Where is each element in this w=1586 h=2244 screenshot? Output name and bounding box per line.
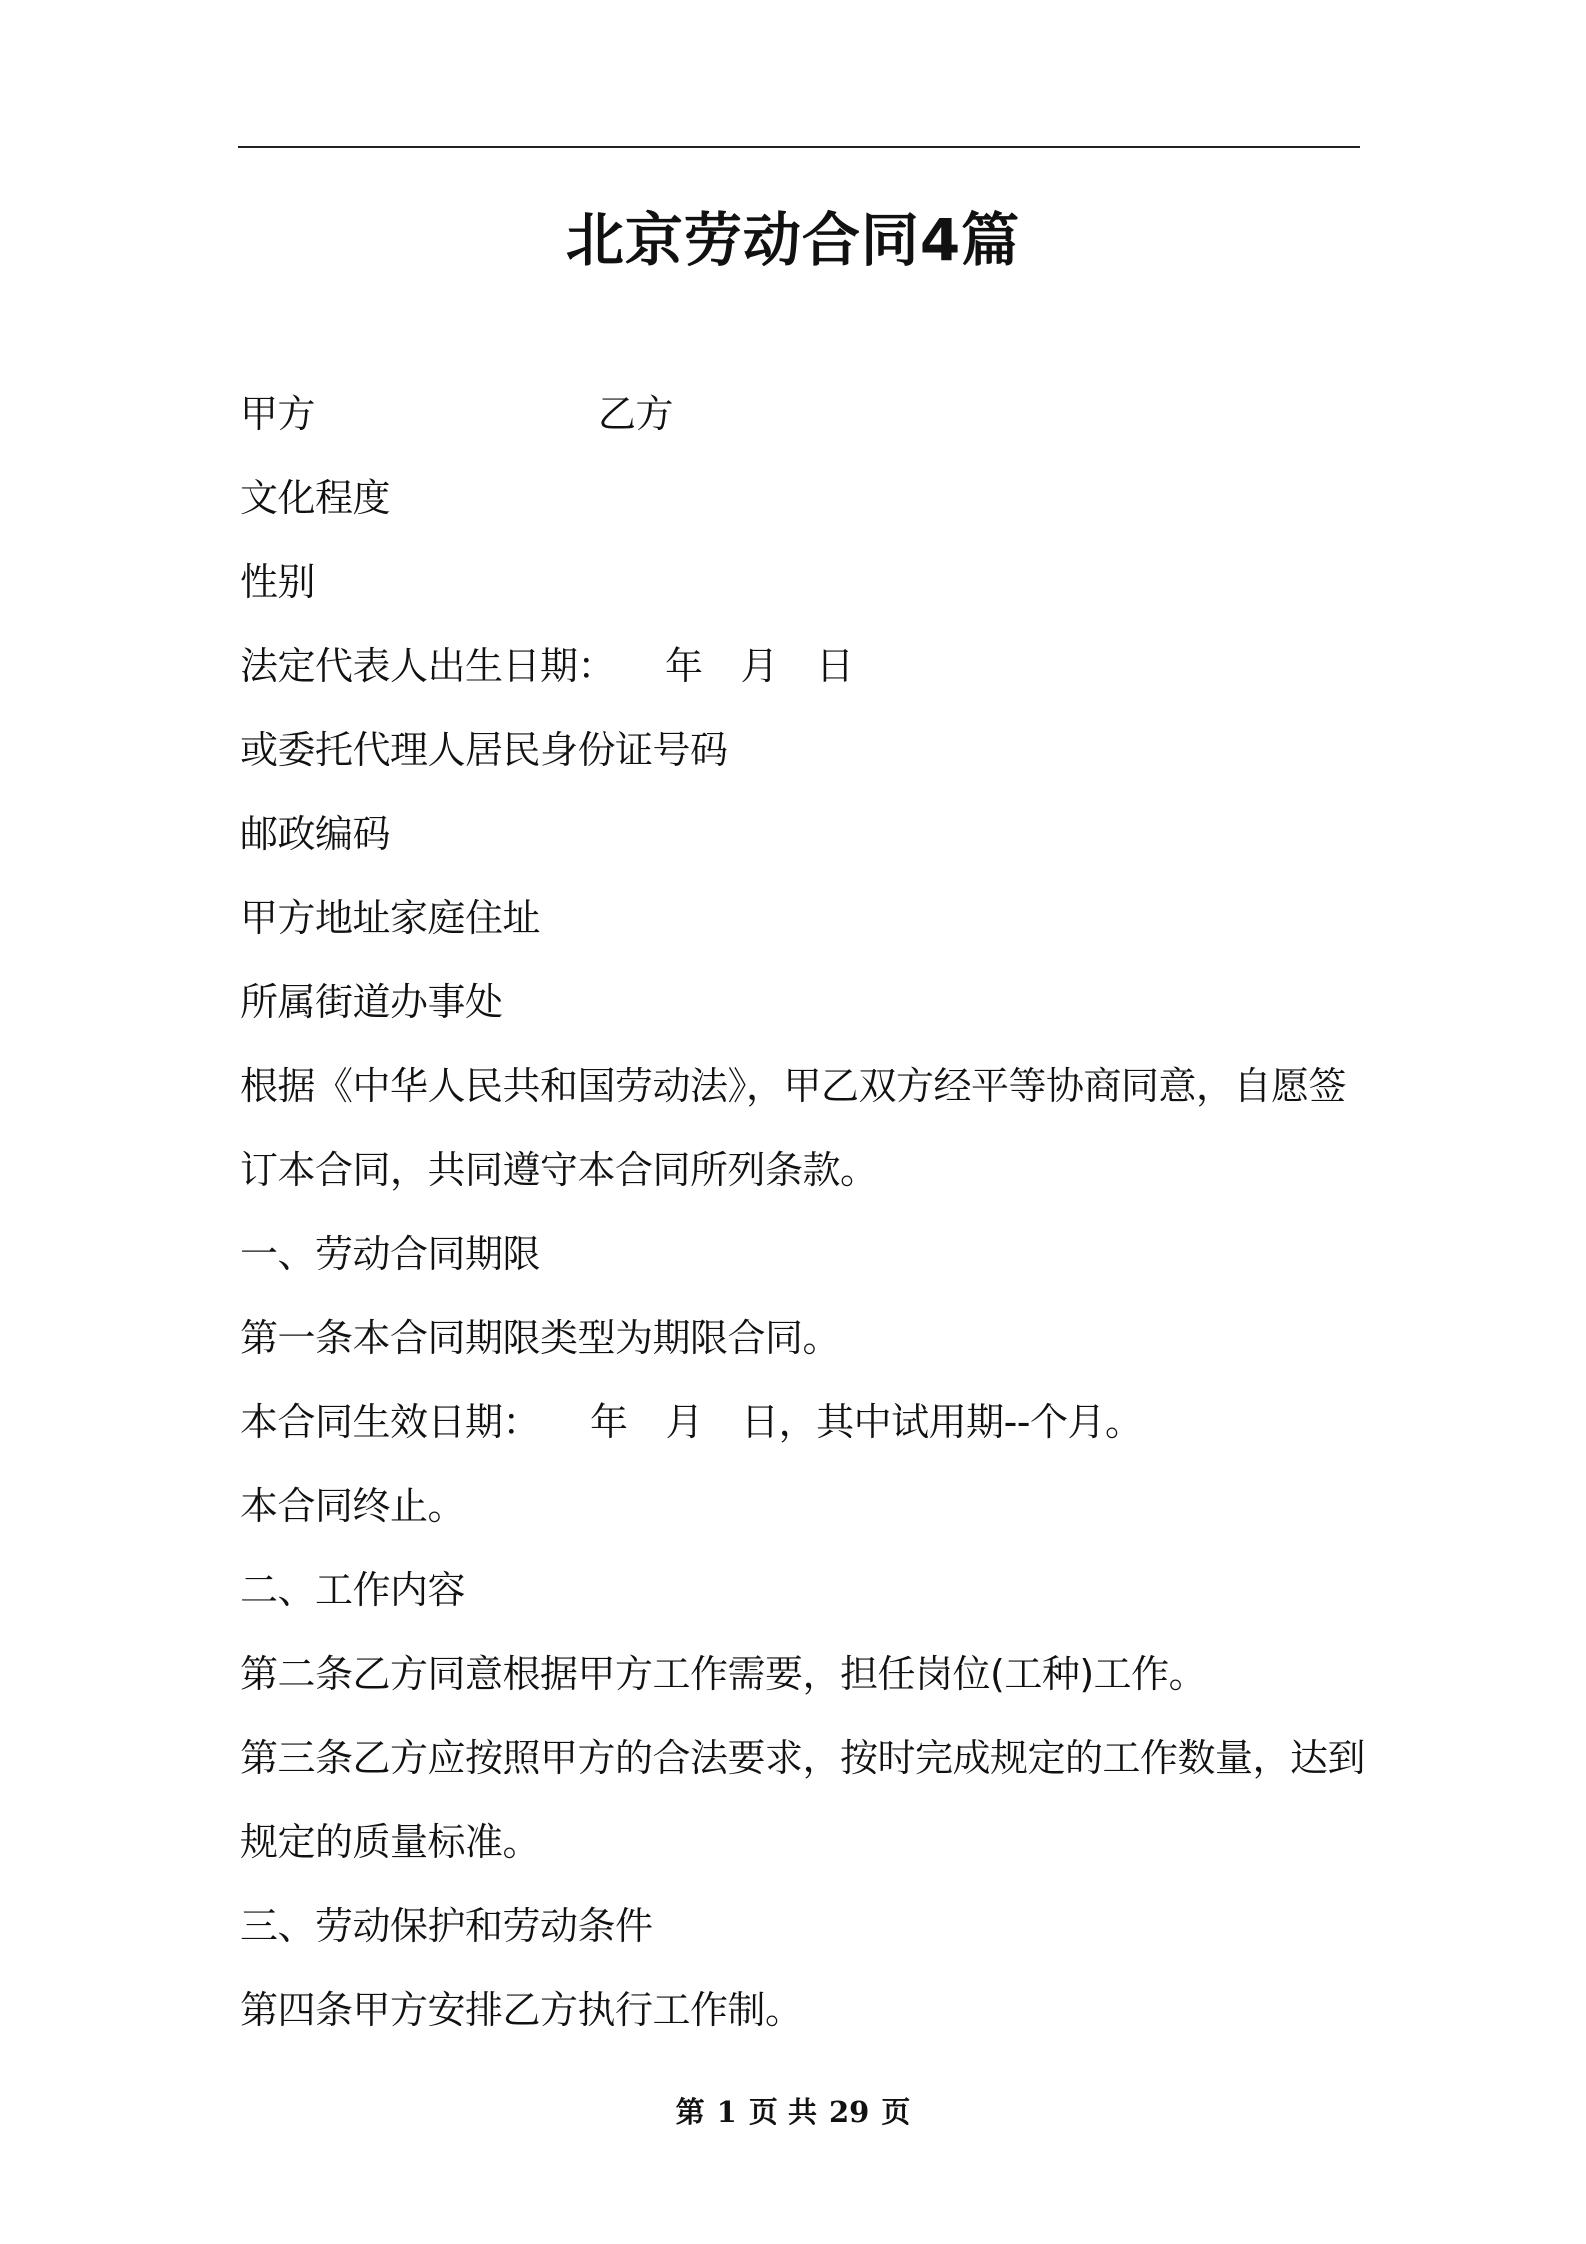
birth-day: 日 xyxy=(816,644,854,688)
effective-date-label: 本合同生效日期： xyxy=(240,1400,541,1444)
birth-year: 年 xyxy=(665,644,703,688)
education-line: 文化程度 xyxy=(240,476,391,520)
birth-date-label: 法定代表人出生日期： xyxy=(240,644,616,688)
page-number: 1 xyxy=(716,2095,737,2129)
effective-year: 年 xyxy=(590,1400,628,1444)
section-heading-protection: 三、劳动保护和劳动条件 xyxy=(240,1904,653,1948)
termination-line: 本合同终止。 xyxy=(240,1484,466,1528)
street-office-line: 所属街道办事处 xyxy=(240,980,503,1024)
birth-month: 月 xyxy=(740,644,779,688)
article-1: 第一条本合同期限类型为期限合同。 xyxy=(240,1316,841,1360)
party-a-label: 甲方 xyxy=(240,392,316,436)
section-heading-work: 二、工作内容 xyxy=(240,1568,466,1612)
party-b-label: 乙方 xyxy=(598,392,674,436)
section-heading-term: 一、劳动合同期限 xyxy=(240,1232,541,1276)
party-line xyxy=(240,372,1365,456)
article-2: 第二条乙方同意根据甲方工作需要，担任岗位(工种)工作。 xyxy=(240,1652,1207,1696)
effective-day: 日 xyxy=(741,1400,779,1444)
page-total: 29 xyxy=(828,2095,870,2129)
address-line: 甲方地址家庭住址 xyxy=(240,896,541,940)
effective-date-line xyxy=(240,1380,1365,1464)
preamble-line-1: 根据《中华人民共和国劳动法》，甲乙双方经平等协商同意，自愿签 xyxy=(240,1064,1347,1108)
page-prefix: 第 xyxy=(675,2095,705,2129)
preamble-line-2: 订本合同，共同遵守本合同所列条款。 xyxy=(240,1148,878,1192)
probation-text: ，其中试用期--个月。 xyxy=(778,1400,1143,1444)
gender-line: 性别 xyxy=(240,560,316,604)
id-number-line: 或委托代理人居民身份证号码 xyxy=(240,728,728,772)
article-3-line-1: 第三条乙方应按照甲方的合法要求，按时完成规定的工作数量，达到 xyxy=(240,1736,1366,1780)
birth-date-line xyxy=(240,624,1365,708)
postal-code-line: 邮政编码 xyxy=(240,812,391,856)
page-footer xyxy=(0,2092,1586,2132)
page-mid: 页 共 xyxy=(748,2095,817,2129)
document-body xyxy=(240,372,1365,2052)
effective-month: 月 xyxy=(665,1400,704,1444)
document-title: 北京劳动合同4篇 xyxy=(565,206,1021,274)
article-3-line-2: 规定的质量标准。 xyxy=(240,1820,541,1864)
page-suffix: 页 xyxy=(881,2095,911,2129)
header-rule xyxy=(238,146,1360,148)
article-4: 第四条甲方安排乙方执行工作制。 xyxy=(240,1988,803,2032)
